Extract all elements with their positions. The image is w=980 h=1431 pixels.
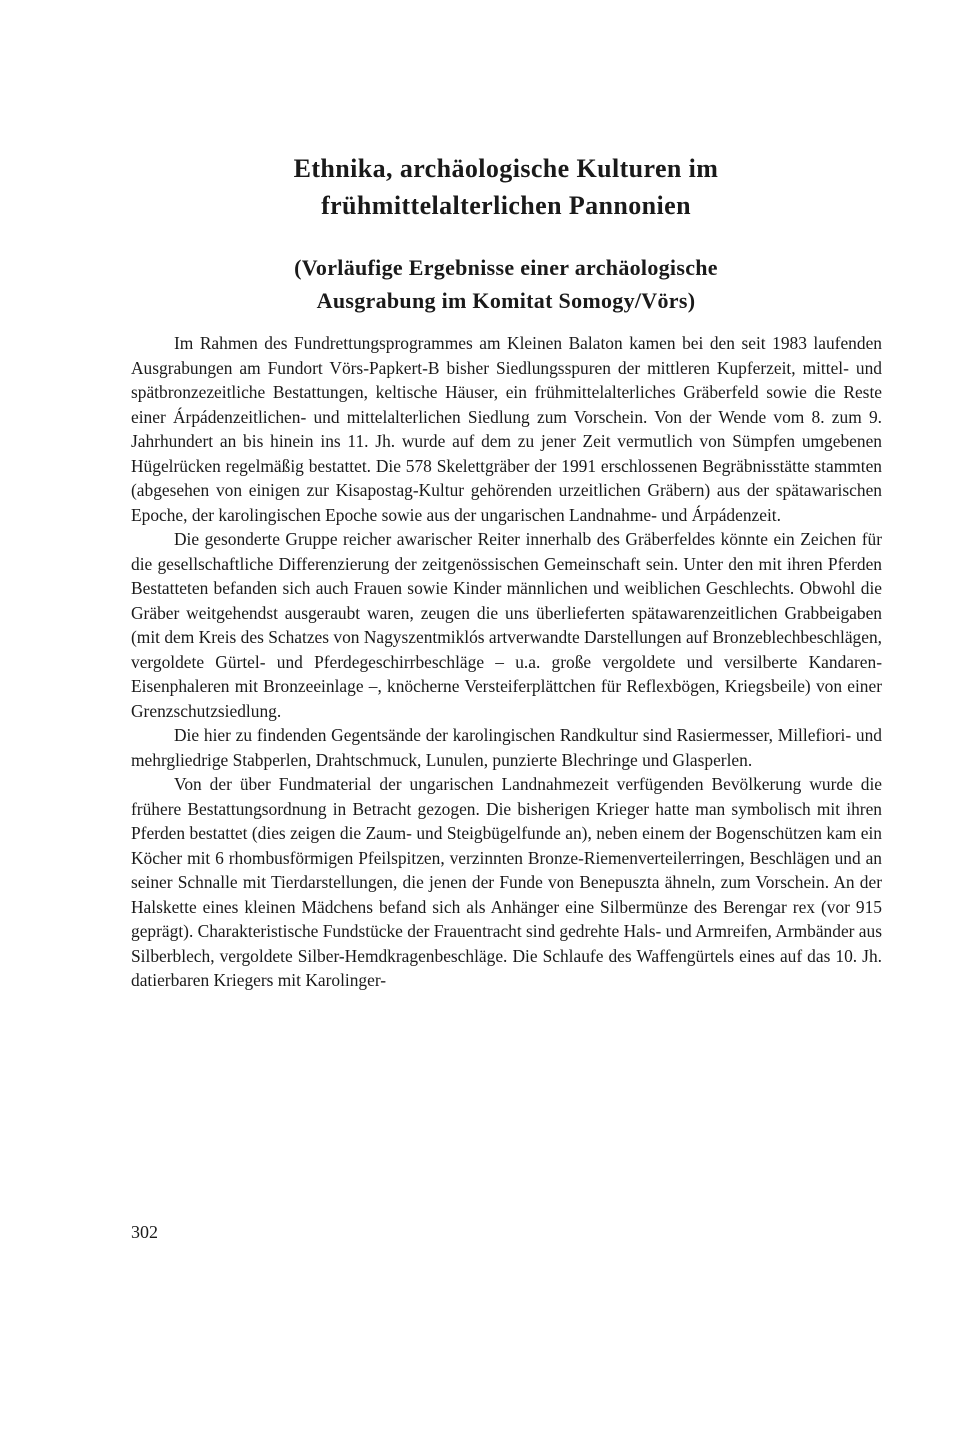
article-title xyxy=(130,150,882,224)
page-number: 302 xyxy=(131,1222,158,1242)
subtitle-line-1: (Vorläufige Ergebnisse einer archäologische xyxy=(294,255,718,280)
article-subtitle xyxy=(130,251,882,317)
paragraph-4: Von der über Fundmaterial der ungarischen Landnahmezeit verfügenden Bevölkerung wurde die frühere Bestattungsordnung in Betracht gezogen. Die bisherigen Krieger hatte man symbolisch mit ihren Pferden bestattet (dies zeigen die Zaum- und Steigbügelfunde an), neben einem der Bogenschützen kam ein Köcher mit 6 rhombusförmigen Pfeilspitzen, verzinnten Bronze-Riemenverteilerringen, Beschlägen und an seiner Schnalle mit Tierdarstellungen, die jenen der Funde von Benepuszta ähneln, zum Vorschein. An der Halskette eines kleinen Mädchens befand sich als Anhänger eine Silbermünze des Berengar rex (vor 915 geprägt). Charakteristische Fundstücke der Frauentracht sind gedrehte Hals- und Armreifen, Armbänder aus Silberblech, vergoldete Silber-Hemdkragenbeschläge. Die Schlaufe des Waffengürtels eines auf das 10. Jh. datierbaren Kriegers mit Karolinger- xyxy=(131,774,882,990)
subtitle-line-2: Ausgrabung im Komitat Somogy/Vörs) xyxy=(316,288,696,313)
article-body xyxy=(131,331,882,993)
paragraph-3: Die hier zu findenden Gegentsände der karolingischen Randkultur sind Rasiermesser, Millefiori- und mehrgliedrige Stabperlen, Drahtschmuck, Lunulen, punzierte Blechringe und Glasperlen. xyxy=(131,725,882,770)
title-line-2: frühmittelalterlichen Pannonien xyxy=(321,191,691,220)
paragraph-1: Im Rahmen des Fundrettungsprogrammes am Kleinen Balaton kamen bei den seit 1983 laufenden Ausgrabungen am Fundort Vörs-Papkert-B bisher Siedlungsspuren der mittleren Kupferzeit, mittel- und spätbronzezeitliche Bestattungen, keltische Häuser, ein frühmittelalterliches Gräberfeld sowie die Reste einer Árpádenzeitlichen- und mittelalterlichen Siedlung zum Vorschein. Von der Wende vom 8. zum 9. Jahrhundert an bis hinein ins 11. Jh. wurde auf dem zu jener Zeit vermutlich von Sümpfen umgebenen Hügelrücken regelmäßig bestattet. Die 578 Skelettgräber der 1991 erschlossenen Begräbnisstätte stammten (abgesehen von einigen zur Kisapostag-Kultur gehörenden urzeitlichen Gräbern) aus der spätawarischen Epoche, der karolingischen Epoche sowie aus der ungarischen Landnahme- und Árpádenzeit. xyxy=(131,333,882,525)
title-line-1: Ethnika, archäologische Kulturen im xyxy=(293,154,719,183)
paragraph-2: Die gesonderte Gruppe reicher awarischer Reiter innerhalb des Gräberfeldes könnte ein Zeichen für die gesellschaftliche Differenzierung der zeitgenössischen Gemeinschaft sein. Unter den mit ihren Pferden Bestatteten befanden sich auch Frauen sowie Kinder männlichen und weiblichen Geschlechts. Obwohl die Gräber weitgehendst ausgeraubt waren, zeugen die uns überlieferten spätawarenzeitlichen Grabbeigaben (mit dem Kreis des Schatzes von Nagyszentmiklós artverwandte Darstellungen auf Bronzeblechbeschlägen, vergoldete Gürtel- und Pferdegeschirrbeschläge – u.a. große vergoldete und versilberte Kandaren-Eisenphaleren mit Bronzeeinlage –, knöcherne Versteiferplättchen für Reflexbögen, Kriegsbeile) von einer Grenzschutzsiedlung. xyxy=(131,529,882,721)
